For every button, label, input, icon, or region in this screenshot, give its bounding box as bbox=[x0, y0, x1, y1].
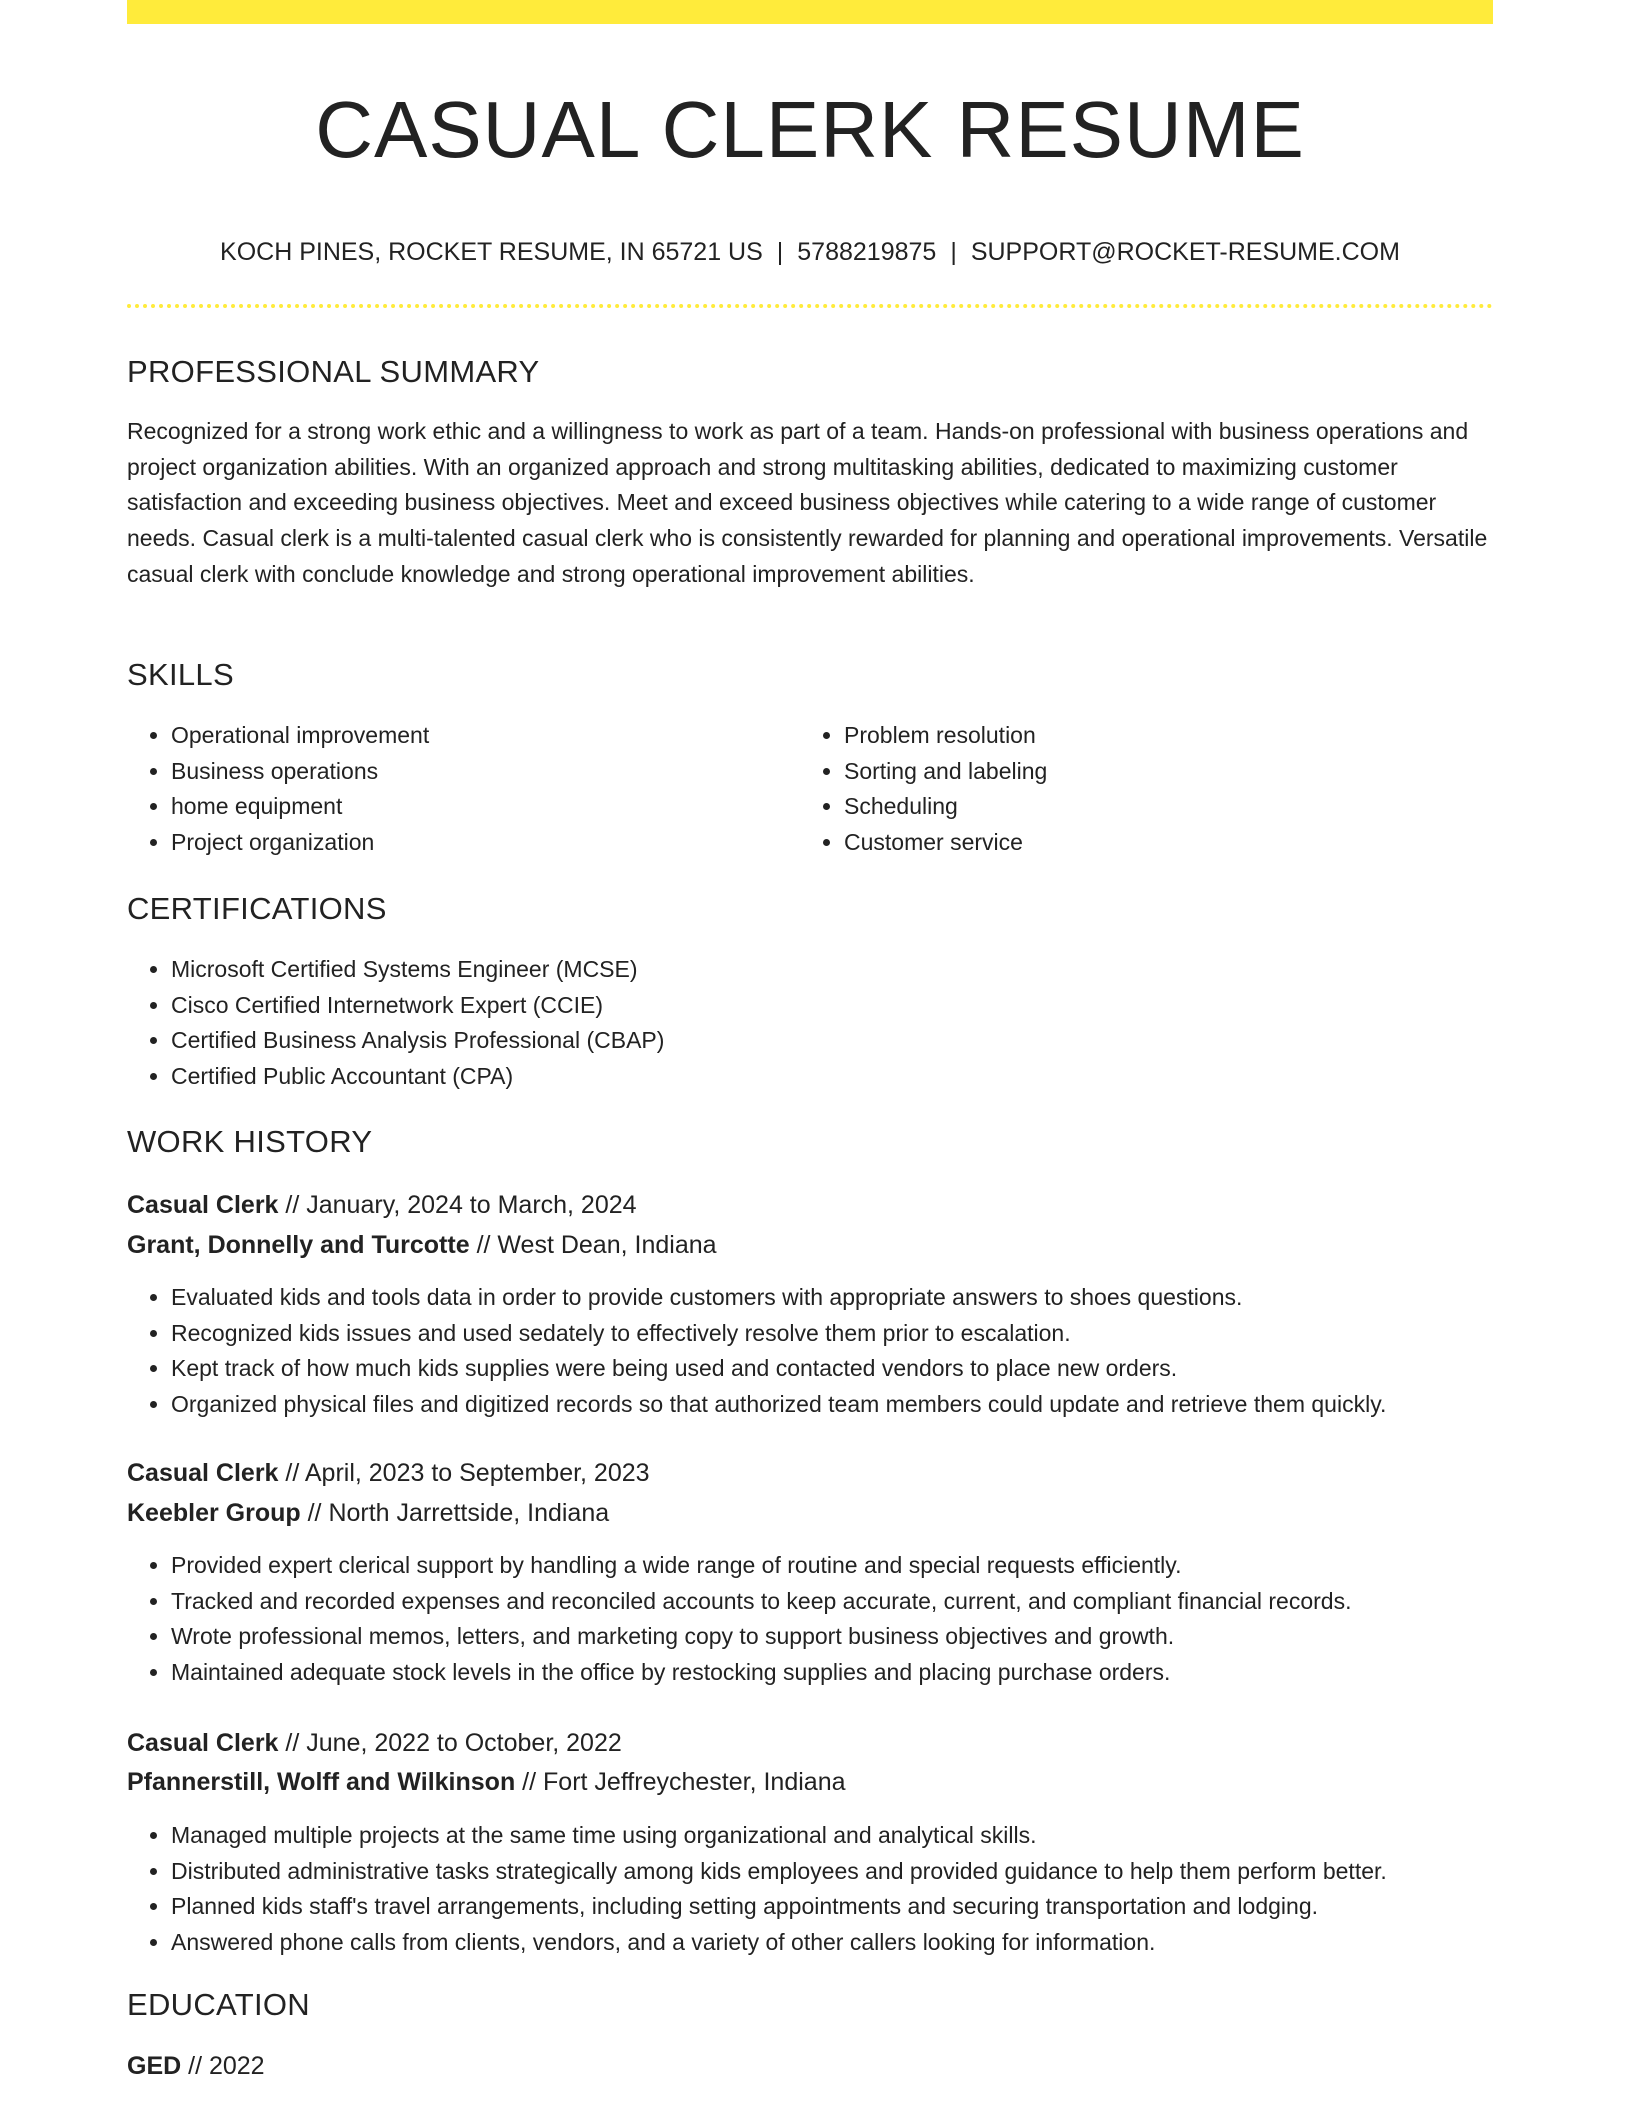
certification-item: • Cisco Certified Internetwork Expert (CCIE) bbox=[171, 988, 1527, 1024]
job-company-line bbox=[127, 1763, 846, 1801]
job-title-line bbox=[127, 1724, 622, 1762]
job-dates: // January, 2024 to March, 2024 bbox=[278, 1191, 637, 1219]
job-bullets bbox=[127, 1280, 1527, 1423]
job-company: Pfannerstill, Wolff and Wilkinson bbox=[127, 1768, 516, 1796]
certifications-list bbox=[127, 952, 1527, 1095]
skill-item: • Problem resolution bbox=[844, 718, 1400, 754]
skill-item: • Business operations bbox=[171, 754, 727, 790]
job-company: Keebler Group bbox=[127, 1499, 301, 1527]
contact-separator: | bbox=[950, 238, 957, 266]
education-year: // 2022 bbox=[181, 2052, 265, 2080]
accent-top-bar bbox=[127, 0, 1493, 24]
job-bullet: • Tracked and recorded expenses and reconciled accounts to keep accurate, current, and compliant financial records. bbox=[171, 1584, 1527, 1620]
contact-phone: 5788219875 bbox=[797, 238, 937, 266]
job-bullet: • Planned kids staff's travel arrangements, including setting appointments and securing transportation and lodging. bbox=[171, 1889, 1527, 1925]
summary-heading: PROFESSIONAL SUMMARY bbox=[127, 354, 540, 389]
job-bullet: • Managed multiple projects at the same time using organizational and analytical skills. bbox=[171, 1818, 1527, 1854]
contact-email: SUPPORT@ROCKET-RESUME.COM bbox=[970, 238, 1400, 266]
job-bullet: • Distributed administrative tasks strategically among kids employees and provided guidance to help them perform better. bbox=[171, 1854, 1527, 1890]
skill-item: • Sorting and labeling bbox=[844, 754, 1400, 790]
job-company-line bbox=[127, 1494, 609, 1532]
dotted-divider bbox=[127, 304, 1493, 308]
skill-item: • Project organization bbox=[171, 825, 727, 861]
job-bullet: • Maintained adequate stock levels in the office by restocking supplies and placing purchase orders. bbox=[171, 1655, 1527, 1691]
job-bullet: • Kept track of how much kids supplies were being used and contacted vendors to place new orders. bbox=[171, 1351, 1527, 1387]
job-title-line bbox=[127, 1454, 650, 1492]
job-location: // Fort Jeffreychester, Indiana bbox=[515, 1768, 846, 1796]
job-dates: // June, 2022 to October, 2022 bbox=[278, 1729, 622, 1757]
job-bullet: • Answered phone calls from clients, vendors, and a variety of other callers looking for information. bbox=[171, 1925, 1527, 1961]
skills-left-column bbox=[127, 718, 727, 861]
certification-item: • Certified Business Analysis Professional (CBAP) bbox=[171, 1023, 1527, 1059]
skill-item: • home equipment bbox=[171, 789, 727, 825]
job-company: Grant, Donnelly and Turcotte bbox=[127, 1231, 470, 1259]
work-history-heading: WORK HISTORY bbox=[127, 1124, 373, 1159]
job-bullets bbox=[127, 1818, 1527, 1961]
summary-text: Recognized for a strong work ethic and a willingness to work as part of a team. Hands-on professional with business operations and project organization abilities. With an organized approach and strong multitasking abilities, dedicated to maximizing customer satisfaction and exceeding business objectives. Meet and exceed business objectives while catering to a wide range of customer needs. Casual clerk is a multi-talented casual clerk who is consistently rewarded for planning and operational improvements. Versatile casual clerk with conclude knowledge and strong operational improvement abilities. bbox=[127, 418, 1488, 587]
job-bullet: • Provided expert clerical support by handling a wide range of routine and special requests efficiently. bbox=[171, 1548, 1527, 1584]
education-line bbox=[127, 2047, 265, 2085]
skills-right-column bbox=[800, 718, 1400, 861]
job-title: Casual Clerk bbox=[127, 1191, 279, 1219]
skill-item: • Scheduling bbox=[844, 789, 1400, 825]
job-bullets bbox=[127, 1548, 1527, 1691]
job-location: // North Jarrettside, Indiana bbox=[300, 1499, 610, 1527]
certification-item: • Microsoft Certified Systems Engineer (MCSE) bbox=[171, 952, 1527, 988]
job-location: // West Dean, Indiana bbox=[469, 1231, 717, 1259]
job-title: Casual Clerk bbox=[127, 1729, 279, 1757]
education-degree: GED bbox=[127, 2052, 182, 2080]
job-bullet: • Organized physical files and digitized records so that authorized team members could update and retrieve them quickly. bbox=[171, 1387, 1527, 1423]
skill-item: • Customer service bbox=[844, 825, 1400, 861]
job-dates: // April, 2023 to September, 2023 bbox=[278, 1459, 650, 1487]
skills-heading: SKILLS bbox=[127, 657, 234, 692]
job-title-line bbox=[127, 1186, 637, 1224]
job-bullet: • Recognized kids issues and used sedately to effectively resolve them prior to escalation. bbox=[171, 1316, 1527, 1352]
certification-item: • Certified Public Accountant (CPA) bbox=[171, 1059, 1527, 1095]
resume-title: CASUAL CLERK RESUME bbox=[315, 85, 1305, 174]
job-bullet: • Evaluated kids and tools data in order to provide customers with appropriate answers to shoes questions. bbox=[171, 1280, 1527, 1316]
job-company-line bbox=[127, 1226, 717, 1264]
job-bullet: • Wrote professional memos, letters, and marketing copy to support business objectives and growth. bbox=[171, 1619, 1527, 1655]
certifications-heading: CERTIFICATIONS bbox=[127, 891, 387, 926]
job-title: Casual Clerk bbox=[127, 1459, 279, 1487]
education-heading: EDUCATION bbox=[127, 1987, 310, 2022]
contact-separator: | bbox=[776, 238, 784, 266]
contact-line bbox=[127, 236, 1493, 268]
contact-address: KOCH PINES, ROCKET RESUME, IN 65721 US bbox=[220, 238, 763, 266]
skill-item: • Operational improvement bbox=[171, 718, 727, 754]
